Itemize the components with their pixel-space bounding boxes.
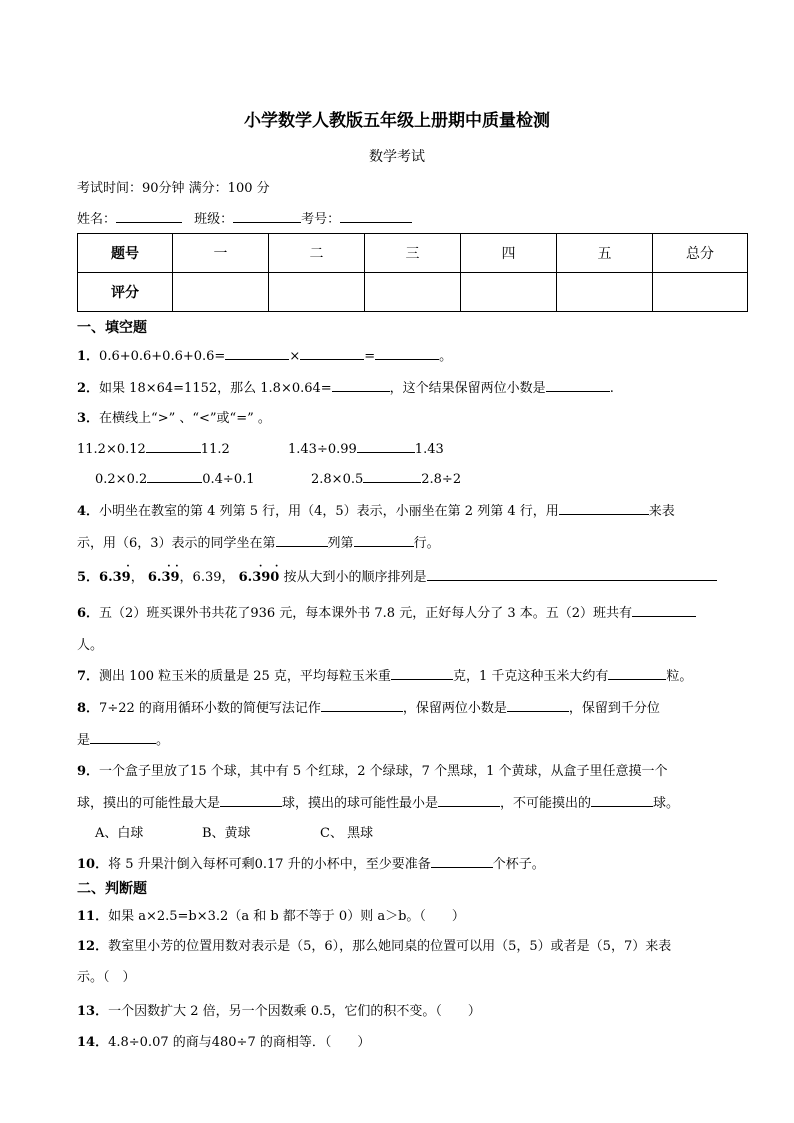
table-cell: 一 xyxy=(173,234,269,273)
answer-blank[interactable] xyxy=(357,438,415,453)
repeat-dot-icon: · xyxy=(126,561,130,572)
question-number: 9． xyxy=(77,764,100,779)
question-text: 7÷22 的商用循环小数的简便写法记作 xyxy=(99,701,321,716)
question-text: 粒。 xyxy=(666,669,693,684)
question-text: 如果 18×64=1152，那么 1.8×0.64= xyxy=(99,381,332,396)
score-cell[interactable] xyxy=(365,273,461,312)
table-cell: 总分 xyxy=(653,234,748,273)
question-text: 教室里小芳的位置用数对表示是（5，6），那么她同桌的位置可以用（5，5）或者是（5，7）来表 xyxy=(108,939,672,954)
repeat-dot-icon: · xyxy=(274,561,279,572)
question-text: 一个因数扩大 2 倍，另一个因数乘 0.5，它们的积不变。（ ） xyxy=(108,1004,481,1019)
question-text: . xyxy=(609,381,614,396)
answer-blank[interactable] xyxy=(363,468,421,483)
exam-info: 考试时间：90分钟 满分：100 分 xyxy=(77,181,270,196)
question-text: 球，摸出的球可能性最小是 xyxy=(282,796,439,811)
table-row xyxy=(78,234,748,273)
question-text: 在横线上“>” 、“<”或“=” 。 xyxy=(99,411,271,426)
question-9 xyxy=(77,760,667,779)
expression: 2.8÷2 xyxy=(421,472,462,487)
table-cell: 二 xyxy=(269,234,365,273)
question-number: 13． xyxy=(77,1004,109,1019)
question-3 xyxy=(77,407,271,426)
number-label: 考号： xyxy=(301,212,341,227)
question-7 xyxy=(77,665,692,684)
question-text: 小明坐在教室的第 4 列第 5 行，用（4，5）表示，小丽坐在第 2 列第 4 行，用 xyxy=(99,504,559,519)
question-text: 五（2）班买课外书共花了936 元，每本课外书 7.8 元，正好每人分了 3 本。五（2）班共有 xyxy=(99,606,633,621)
question-text: 球。 xyxy=(653,796,680,811)
answer-blank[interactable] xyxy=(438,792,500,807)
expression: 0.2×0.2 xyxy=(95,472,148,487)
class-label: 班级： xyxy=(194,212,234,227)
question-number: 2． xyxy=(77,381,100,396)
question-text: 列第 xyxy=(327,536,354,551)
question-number: 10． xyxy=(77,857,109,872)
answer-blank[interactable] xyxy=(559,500,649,515)
question-text: 测出 100 粒玉米的质量是 25 克，平均每粒玉米重 xyxy=(99,669,391,684)
expression: 1.43 xyxy=(414,442,444,457)
question-number: 1． xyxy=(77,349,100,364)
name-label: 姓名： xyxy=(77,212,117,227)
table-cell: 三 xyxy=(365,234,461,273)
question-6-cont: 人。 xyxy=(77,638,104,653)
question-text: × xyxy=(289,349,301,364)
expression: 11.2×0.12 xyxy=(77,442,146,457)
page-title: 小学数学人教版五年级上册期中质量检测 xyxy=(244,111,550,131)
question-text: ，保留到千分位 xyxy=(568,701,660,716)
question-text: 按从大到小的顺序排列是 xyxy=(283,570,427,585)
question-text: ，保留两位小数是 xyxy=(402,701,507,716)
question-1 xyxy=(77,345,452,364)
table-cell: 评分 xyxy=(78,273,173,312)
question-number: 11． xyxy=(77,909,109,924)
answer-blank[interactable] xyxy=(220,792,282,807)
expression: 11.2 xyxy=(200,442,230,457)
answer-blank[interactable] xyxy=(300,345,364,360)
answer-blank[interactable] xyxy=(507,697,569,712)
question-text: 4.8÷0.07 的商与480÷7 的商相等．（ ） xyxy=(108,1035,371,1050)
question-3-row-2 xyxy=(95,468,255,487)
option-b[interactable]: B、黄球 xyxy=(202,826,251,841)
question-number: 3． xyxy=(77,411,100,426)
answer-blank[interactable] xyxy=(546,377,610,392)
answer-blank[interactable] xyxy=(391,665,453,680)
answer-blank[interactable] xyxy=(375,345,439,360)
page-subtitle: 数学考试 xyxy=(369,149,425,165)
question-text: 球，摸出的可能性最大是 xyxy=(77,796,221,811)
number-text: 6.39 xyxy=(147,570,180,585)
repeat-dot-icon: · xyxy=(167,561,171,572)
question-text: 。 xyxy=(156,733,170,748)
question-text: 0.6+0.6+0.6+0.6= xyxy=(99,349,226,364)
question-14 xyxy=(77,1031,370,1050)
score-cell[interactable] xyxy=(173,273,269,312)
question-5 xyxy=(77,561,717,585)
score-cell[interactable] xyxy=(653,273,748,312)
question-8 xyxy=(77,697,660,716)
answer-blank[interactable] xyxy=(431,853,493,868)
question-number: 6． xyxy=(77,606,100,621)
option-c[interactable]: C、 黑球 xyxy=(320,826,374,841)
question-text: 是 xyxy=(77,733,91,748)
score-cell[interactable] xyxy=(557,273,653,312)
question-number: 4． xyxy=(77,504,100,519)
answer-blank[interactable] xyxy=(225,345,289,360)
number-text: ，6.39， xyxy=(179,570,235,585)
question-text: 。 xyxy=(439,349,453,364)
answer-blank[interactable] xyxy=(608,665,666,680)
answer-blank[interactable] xyxy=(147,468,202,483)
question-3-row-1b xyxy=(288,438,444,457)
expression: 2.8×0.5 xyxy=(311,472,364,487)
answer-blank[interactable] xyxy=(632,602,696,617)
question-number: 8． xyxy=(77,701,100,716)
repeat-dot-icon: · xyxy=(258,561,263,572)
score-cell[interactable] xyxy=(269,273,365,312)
repeating-decimal xyxy=(147,561,180,585)
number-text: 6.39 xyxy=(99,570,131,585)
repeat-dot-icon: · xyxy=(175,561,179,572)
section-heading-judge: 二、判断题 xyxy=(77,881,147,897)
table-cell: 四 xyxy=(461,234,557,273)
question-text: 将 5 升果汁倒入每杯可剩0.17 升的小杯中，至少要准备 xyxy=(108,857,431,872)
option-a[interactable]: A、白球 xyxy=(95,826,144,841)
question-number: 7． xyxy=(77,669,100,684)
question-6 xyxy=(77,602,696,621)
answer-blank[interactable] xyxy=(321,697,403,712)
table-cell: 五 xyxy=(557,234,653,273)
question-10 xyxy=(77,853,545,872)
question-9-cont xyxy=(77,792,679,811)
question-3-row-2b xyxy=(311,468,461,487)
table-cell: 题号 xyxy=(78,234,173,273)
table-row xyxy=(78,273,748,312)
question-12 xyxy=(77,935,671,954)
question-3-row-1 xyxy=(77,438,230,457)
question-number: 14． xyxy=(77,1035,109,1050)
answer-blank[interactable] xyxy=(427,566,717,581)
question-12-cont: 示。（ ） xyxy=(77,970,136,985)
question-13 xyxy=(77,1000,481,1019)
question-4-cont xyxy=(77,532,440,551)
question-text: 一个盒子里放了15 个球，其中有 5 个红球，2 个绿球，7 个黑球，1 个黄球，从盒子里任意摸一个 xyxy=(99,764,668,779)
question-8-cont xyxy=(77,729,169,748)
name-field[interactable] xyxy=(116,208,182,223)
expression: 1.43÷0.99 xyxy=(288,442,357,457)
number-field[interactable] xyxy=(340,208,412,223)
answer-blank[interactable] xyxy=(354,532,414,547)
question-text: 个杯子。 xyxy=(492,857,545,872)
answer-blank[interactable] xyxy=(591,792,653,807)
question-2 xyxy=(77,377,614,396)
question-number: 5． xyxy=(77,570,100,585)
answer-blank[interactable] xyxy=(276,532,328,547)
separator: ， xyxy=(130,570,144,585)
question-text: 行。 xyxy=(413,536,440,551)
question-text: 来表 xyxy=(648,504,675,519)
answer-blank[interactable] xyxy=(332,377,390,392)
number-text: 6.390 xyxy=(238,570,280,585)
repeating-decimal xyxy=(99,561,131,585)
section-heading-fill: 一、填空题 xyxy=(77,320,147,336)
question-text: ，这个结果保留两位小数是 xyxy=(389,381,546,396)
score-table xyxy=(77,233,748,312)
score-cell[interactable] xyxy=(461,273,557,312)
answer-blank[interactable] xyxy=(90,729,156,744)
question-text: ，不可能摸出的 xyxy=(500,796,592,811)
question-text: = xyxy=(364,349,376,364)
repeating-decimal xyxy=(238,561,280,585)
question-number: 12． xyxy=(77,939,109,954)
class-field[interactable] xyxy=(233,208,301,223)
answer-blank[interactable] xyxy=(146,438,201,453)
question-text: 如果 a×2.5=b×3.2（a 和 b 都不等于 0）则 a＞b。（ ） xyxy=(108,909,465,924)
expression: 0.4÷0.1 xyxy=(202,472,255,487)
question-text: 克，1 千克这种玉米大约有 xyxy=(452,669,609,684)
question-4 xyxy=(77,500,675,519)
question-11 xyxy=(77,905,465,924)
student-info-row xyxy=(77,208,412,227)
question-text: 示，用（6，3）表示的同学坐在第 xyxy=(77,536,276,551)
